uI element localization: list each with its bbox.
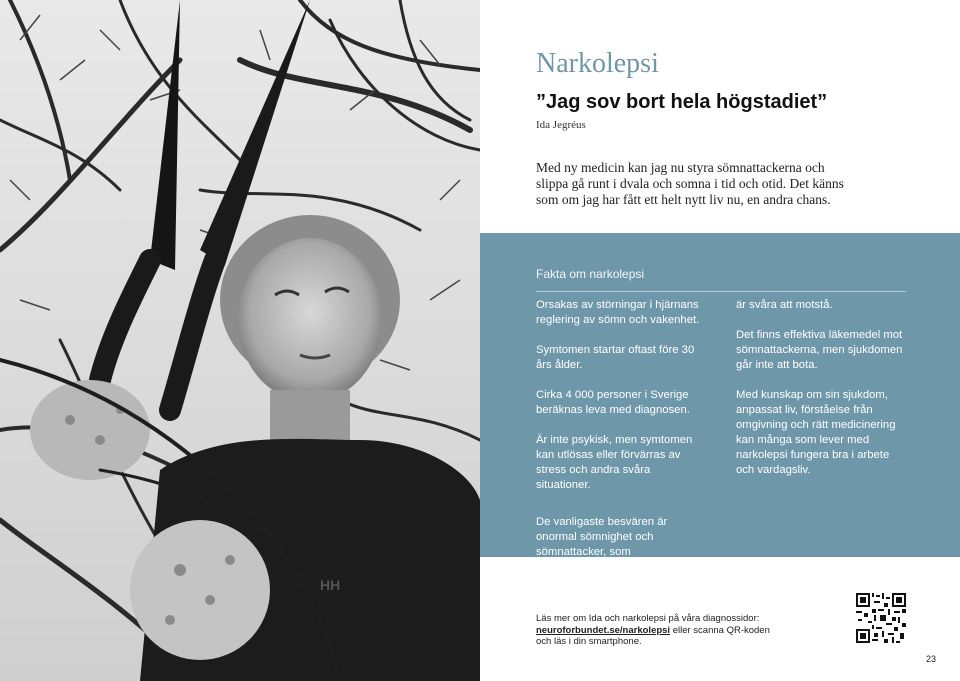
author-byline: Ida Jegréus xyxy=(536,119,586,131)
diagnosis-page-link[interactable]: neuroforbundet.se/narkolepsi xyxy=(536,624,671,636)
intro-paragraph: Med ny medicin kan jag nu styra sömnattackerna och slippa gå runt i dvala och somna i tid och otid. Det känns som om jag har fått ett helt nytt liv nu, en andra chans. xyxy=(536,160,844,207)
fact-item: Cirka 4 000 personer i Sverige beräknas leva med diagnosen. xyxy=(536,389,690,416)
fact-item: Med kunskap om sin sjukdom, anpassat liv, förståelse från omgivning och rätt medicinering kan många som lever med narkolepsi fungera bra i arbete och vardagsliv. xyxy=(736,389,896,476)
read-more-note xyxy=(536,613,776,648)
section-title: Narkolepsi xyxy=(536,48,659,79)
read-more-after-link: eller scanna QR-koden xyxy=(670,624,770,636)
qr-code-icon[interactable] xyxy=(856,593,906,643)
fact-item: De vanligaste besvären är onormal sömnighet och sömnattacker, som xyxy=(536,516,668,558)
fact-item: Symtomen startar oftast före 30 års ålder. xyxy=(536,344,695,371)
svg-text:HH: HH xyxy=(320,577,341,593)
read-more-line3: och läs i din smartphone. xyxy=(536,636,642,647)
fact-item: Det finns effektiva läkemedel mot sömnattackerna, men sjukdomen går inte att bota. xyxy=(736,329,903,371)
fact-box-title: Fakta om narkolepsi xyxy=(536,267,645,281)
fact-box-divider xyxy=(536,291,906,292)
article-headline: ”Jag sov bort hela högstadiet” xyxy=(536,91,828,113)
fact-item: är svåra att motstå. xyxy=(736,299,833,311)
fact-column-right xyxy=(736,298,908,493)
read-more-line1: Läs mer om Ida och narkolepsi på våra diagnossidor: xyxy=(536,613,760,624)
page-number: 23 xyxy=(926,654,937,664)
fact-item: Är inte psykisk, men symtomen kan utlösas eller förvärras av stress och andra svåra situationer. xyxy=(536,434,693,491)
fact-column-left xyxy=(536,298,708,575)
fact-item: Orsakas av störningar i hjärnans reglering av sömn och vakenhet. xyxy=(536,299,700,326)
